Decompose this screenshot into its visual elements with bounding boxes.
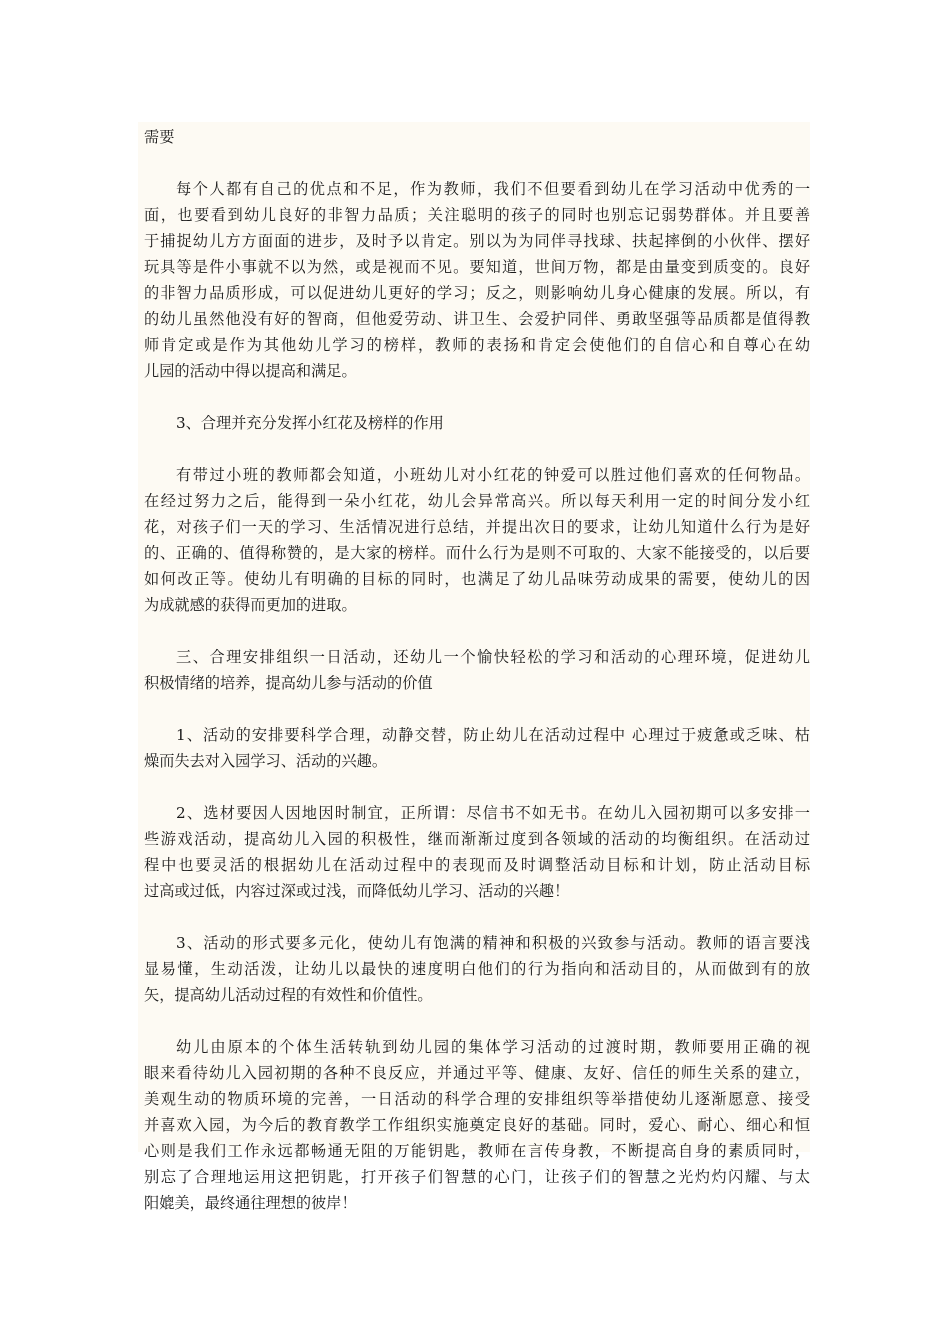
paragraph-line: 并喜欢入园，为今后的教育教学工作组织实施奠定良好的基础。同时，爱心、耐心、细心和恒 <box>144 1116 810 1134</box>
paragraph-line: 玩具等是件小事就不以为然，或是视而不见。要知道，世间万物，都是由量变到质变的。良好 <box>144 258 810 276</box>
paragraph-line: 显易懂，生动活泼，让幼儿以最快的速度明白他们的行为指向和活动目的，从而做到有的放 <box>144 960 810 978</box>
paragraph-gap <box>144 1008 810 1034</box>
paragraph-line: 的幼儿虽然他没有好的智商，但他爱劳动、讲卫生、会爱护同伴、勇敢坚强等品质都是值得教 <box>144 310 810 328</box>
paragraph-line: 3、合理并充分发挥小红花及榜样的作用 <box>176 414 444 432</box>
paragraph-gap <box>144 696 810 722</box>
paragraph-line: 每个人都有自己的优点和不足，作为教师，我们不但要看到幼儿在学习活动中优秀的一 <box>176 180 810 198</box>
paragraph-line: 2、选材要因人因地因时制宜，正所谓：尽信书不如无书。在幼儿入园初期可以多安排一 <box>176 804 810 822</box>
paragraph-line: 的、正确的、值得称赞的，是大家的榜样。而什么行为是则不可取的、大家不能接受的，以后要 <box>144 544 810 562</box>
paragraph <box>144 930 810 1008</box>
paragraph-line: 如何改正等。使幼儿有明确的目标的同时，也满足了幼儿品味劳动成果的需要，使幼儿的因 <box>144 570 810 588</box>
paragraph-line: 眼来看待幼儿入园初期的各种不良反应，并通过平等、健康、友好、信任的师生关系的建立， <box>144 1064 810 1082</box>
paragraph-line: 的非智力品质形成，可以促进幼儿更好的学习；反之，则影响幼儿身心健康的发展。所以，有 <box>144 284 810 302</box>
paragraph-line: 3、活动的形式要多元化，使幼儿有饱满的精神和积极的兴致参与活动。教师的语言要浅 <box>176 934 810 952</box>
paragraph-gap <box>144 904 810 930</box>
paragraph-line: 美观生动的物质环境的完善，一日活动的科学合理的安排组织等举措使幼儿逐渐愿意、接受 <box>144 1090 810 1108</box>
paragraph-line: 矢，提高幼儿活动过程的有效性和价值性。 <box>144 986 433 1004</box>
paragraph-line: 些游戏活动，提高幼儿入园的积极性，继而渐渐过度到各领域的活动的均衡组织。在活动过 <box>144 830 810 848</box>
paragraph <box>144 462 810 618</box>
paragraph-gap <box>144 618 810 644</box>
paragraph-gap <box>144 384 810 410</box>
paragraph-line: 燥而失去对入园学习、活动的兴趣。 <box>144 752 387 770</box>
paragraph-line: 1、活动的安排要科学合理，动静交替，防止幼儿在活动过程中 心理过于疲惫或乏味、枯 <box>176 726 810 744</box>
paragraph-line: 过高或过低，内容过深或过浅，而降低幼儿学习、活动的兴趣！ <box>144 882 570 900</box>
paragraph-line: 于捕捉幼儿方方面面的进步，及时予以肯定。别以为为同伴寻找球、扶起摔倒的小伙伴、摆好 <box>144 232 810 250</box>
paragraph-line: 别忘了合理地运用这把钥匙，打开孩子们智慧的心门，让孩子们的智慧之光灼灼闪耀、与太 <box>144 1168 810 1186</box>
paragraph-gap <box>144 436 810 462</box>
section-heading: 需要 <box>144 128 175 146</box>
paragraph-line: 阳媲美，最终通往理想的彼岸！ <box>144 1194 357 1212</box>
paragraph-line: 幼儿由原本的个体生活转轨到幼儿园的集体学习活动的过渡时期，教师要用正确的视 <box>176 1038 810 1056</box>
document-body <box>144 124 810 1216</box>
paragraph-line: 三、合理安排组织一日活动，还幼儿一个愉快轻松的学习和活动的心理环境，促进幼儿 <box>176 648 810 666</box>
paragraph-container <box>144 176 810 1216</box>
paragraph-line: 程中也要灵活的根据幼儿在活动过程中的表现而及时调整活动目标和计划，防止活动目标 <box>144 856 810 874</box>
paragraph-line: 花，对孩子们一天的学习、生活情况进行总结，并提出次日的要求，让幼儿知道什么行为是好 <box>144 518 810 536</box>
paragraph-gap <box>144 774 810 800</box>
paragraph-line: 面，也要看到幼儿良好的非智力品质；关注聪明的孩子的同时也别忘记弱势群体。并且要善 <box>144 206 810 224</box>
paragraph <box>144 800 810 904</box>
paragraph-line: 儿园的活动中得以提高和满足。 <box>144 362 357 380</box>
paragraph-line: 为成就感的获得而更加的进取。 <box>144 596 357 614</box>
paragraph <box>144 722 810 774</box>
paragraph-line: 在经过努力之后，能得到一朵小红花，幼儿会异常高兴。所以每天利用一定的时间分发小红 <box>144 492 810 510</box>
paragraph-line: 心则是我们工作永远都畅通无阻的万能钥匙，教师在言传身教，不断提高自身的素质同时， <box>144 1142 810 1160</box>
paragraph <box>144 644 810 696</box>
paragraph <box>144 176 810 384</box>
paragraph-line: 积极情绪的培养，提高幼儿参与活动的价值 <box>144 674 433 692</box>
paragraph <box>144 410 810 436</box>
paragraph <box>144 1034 810 1216</box>
paragraph-line: 师肯定或是作为其他幼儿学习的榜样，教师的表扬和肯定会使他们的自信心和自尊心在幼 <box>144 336 810 354</box>
paragraph-line: 有带过小班的教师都会知道，小班幼儿对小红花的钟爱可以胜过他们喜欢的任何物品。 <box>176 466 810 484</box>
paragraph-gap <box>144 150 810 176</box>
